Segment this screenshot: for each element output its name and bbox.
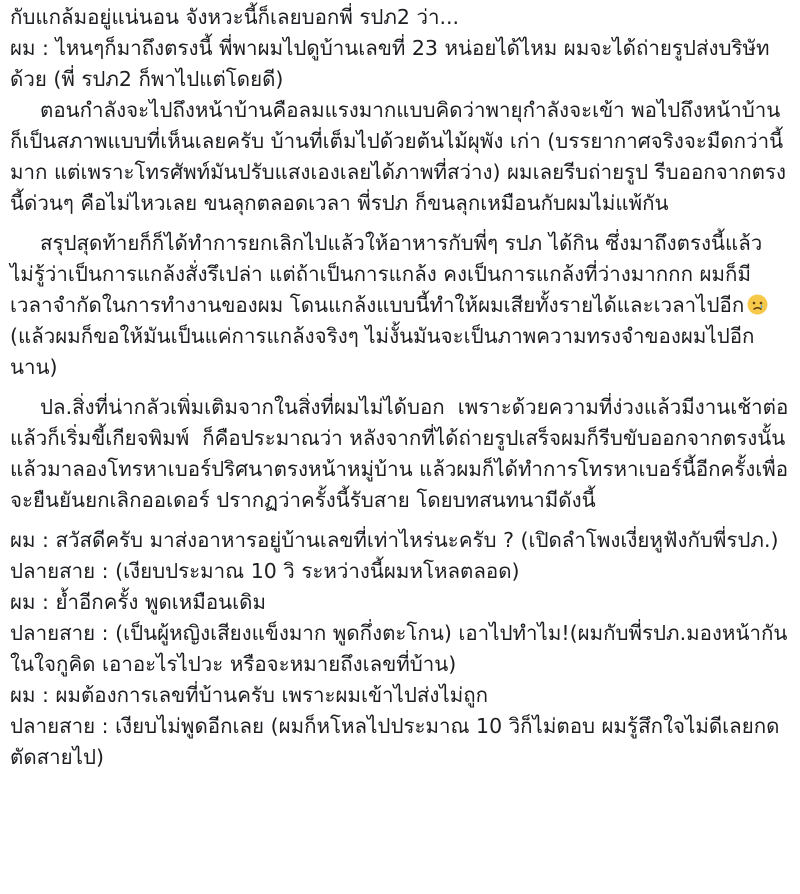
- dialogue-line: [10, 525, 792, 556]
- dialogue-line: [10, 618, 792, 680]
- post-text: ปลายสาย : (เป็นผู้หญิงเสียงแข็งมาก พูดกึ่งตะโกน) เอาไปทำไม!(ผมกับพี่รปภ.มองหน้ากัน ในใจกูคิด เอาอะไรไปวะ หรือจะหมายถึงเลขที่บ้าน): [10, 621, 794, 676]
- post-paragraph: [10, 392, 792, 516]
- post-text: ผม : สวัสดีครับ มาส่งอาหารอยู่บ้านเลขที่เท่าไหร่นะครับ ? (เปิดลำโพงเงี่ยหูฟังกับพี่รปภ.): [10, 528, 779, 552]
- post-paragraph: [10, 228, 792, 383]
- post-text: ผม : ย้ำอีกครั้ง พูดเหมือนเดิม: [10, 590, 266, 614]
- post-text: ผม : ไหนๆก็มาถึงตรงนี้ พี่พาผมไปดูบ้านเลขที่ 23 หน่อยได้ไหม ผมจะได้ถ่ายรูปส่งบริษัทด้วย (พี่ รปภ2 ก็พาไปแต่โดยดี): [10, 36, 770, 91]
- sad-face-emoji-icon: [747, 293, 768, 314]
- dialogue-line: [10, 680, 792, 711]
- post-text: ตอนกำลังจะไปถึงหน้าบ้านคือลมแรงมากแบบคิดว่าพายุกำลังจะเข้า พอไปถึงหน้าบ้านก็เป็นสภาพแบบที่เห็นเลยครับ บ้านที่เต็มไปด้วยต้นไม้ผุพัง เก่า (บรรยากาศจริงจะมืดกว่านี้มาก แต่เพราะโทรศัพท์มันปรับแสงเองเลยได้ภาพที่สว่าง) ผมเลยรีบถ่ายรูป รีบออกจากตรงนี้ด่วนๆ คือไม่ไหวเลย ขนลุกตลอดเวลา พี่รปภ ก็ขนลุกเหมือนกับผมไม่แพ้กัน: [10, 98, 786, 215]
- post-text: ปล.สิ่งที่น่ากลัวเพิ่มเติมจากในสิ่งที่ผมไม่ได้บอก เพราะด้วยความที่ง่วงแล้วมีงานเช้าต่อแล้วก็เริ่มขี้เกียจพิมพ์ ก็คือประมาณว่า หลังจากที่ได้ถ่ายรูปเสร็จผมก็รีบขับออกจากตรงนั้นแล้วมาลองโทรหาเบอร์ปริศนาตรงหน้าหมู่บ้าน แล้วผมก็ได้ทำการโทรหาเบอร์นี้อีกครั้งเพื่อจะยืนยันยกเลิกออเดอร์ ปรากฏว่าครั้งนี้รับสาย โดยบทสนทนามีดังนี้: [10, 395, 789, 512]
- paragraph-gap: [10, 383, 792, 392]
- dialogue-line: [10, 587, 792, 618]
- post-paragraph: [10, 95, 792, 219]
- post-text: ผม : ผมต้องการเลขที่บ้านครับ เพราะผมเข้าไปส่งไม่ถูก: [10, 683, 489, 707]
- dialogue-line: [10, 711, 792, 773]
- post-paragraph: [10, 2, 792, 33]
- paragraph-gap: [10, 219, 792, 228]
- post-text: สรุปสุดท้ายก็ก็ได้ทำการยกเลิกไปแล้วให้อาหารกับพี่ๆ รปภ ได้กิน ซึ่งมาถึงตรงนี้แล้ว ไม่รู้ว่าเป็นการแกล้งสั่งรึเปล่า แต่ถ้าเป็นการแกล้ง คงเป็นการแกล้งที่ว่างมากกก ผมก็มีเวลาจำกัดในการทำงานของผม โดนแกล้งแบบนี้ทำให้ผมเสียทั้งรายได้และเวลาไปอีก: [10, 231, 769, 317]
- post-text: (แล้วผมก็ขอให้มันเป็นแค่การแกล้งจริงๆ ไม่งั้นมันจะเป็นภาพความทรงจำของผมไปอีกนาน): [10, 324, 755, 379]
- dialogue-line: [10, 556, 792, 587]
- post-text: กับแกล้มอยู่แน่นอน จังหวะนี้ก็เลยบอกพี่ รปภ2 ว่า...: [10, 5, 460, 29]
- post-paragraph: [10, 33, 792, 95]
- paragraph-gap: [10, 516, 792, 525]
- post-text: ปลายสาย : (เงียบประมาณ 10 วิ ระหว่างนี้ผมหโหลตลอด): [10, 559, 520, 583]
- post-text: ปลายสาย : เงียบไม่พูดอีกเลย (ผมก็หโหลไปประมาณ 10 วิก็ไม่ตอบ ผมรู้สึกใจไม่ดีเลยกดตัดสายไป): [10, 714, 780, 769]
